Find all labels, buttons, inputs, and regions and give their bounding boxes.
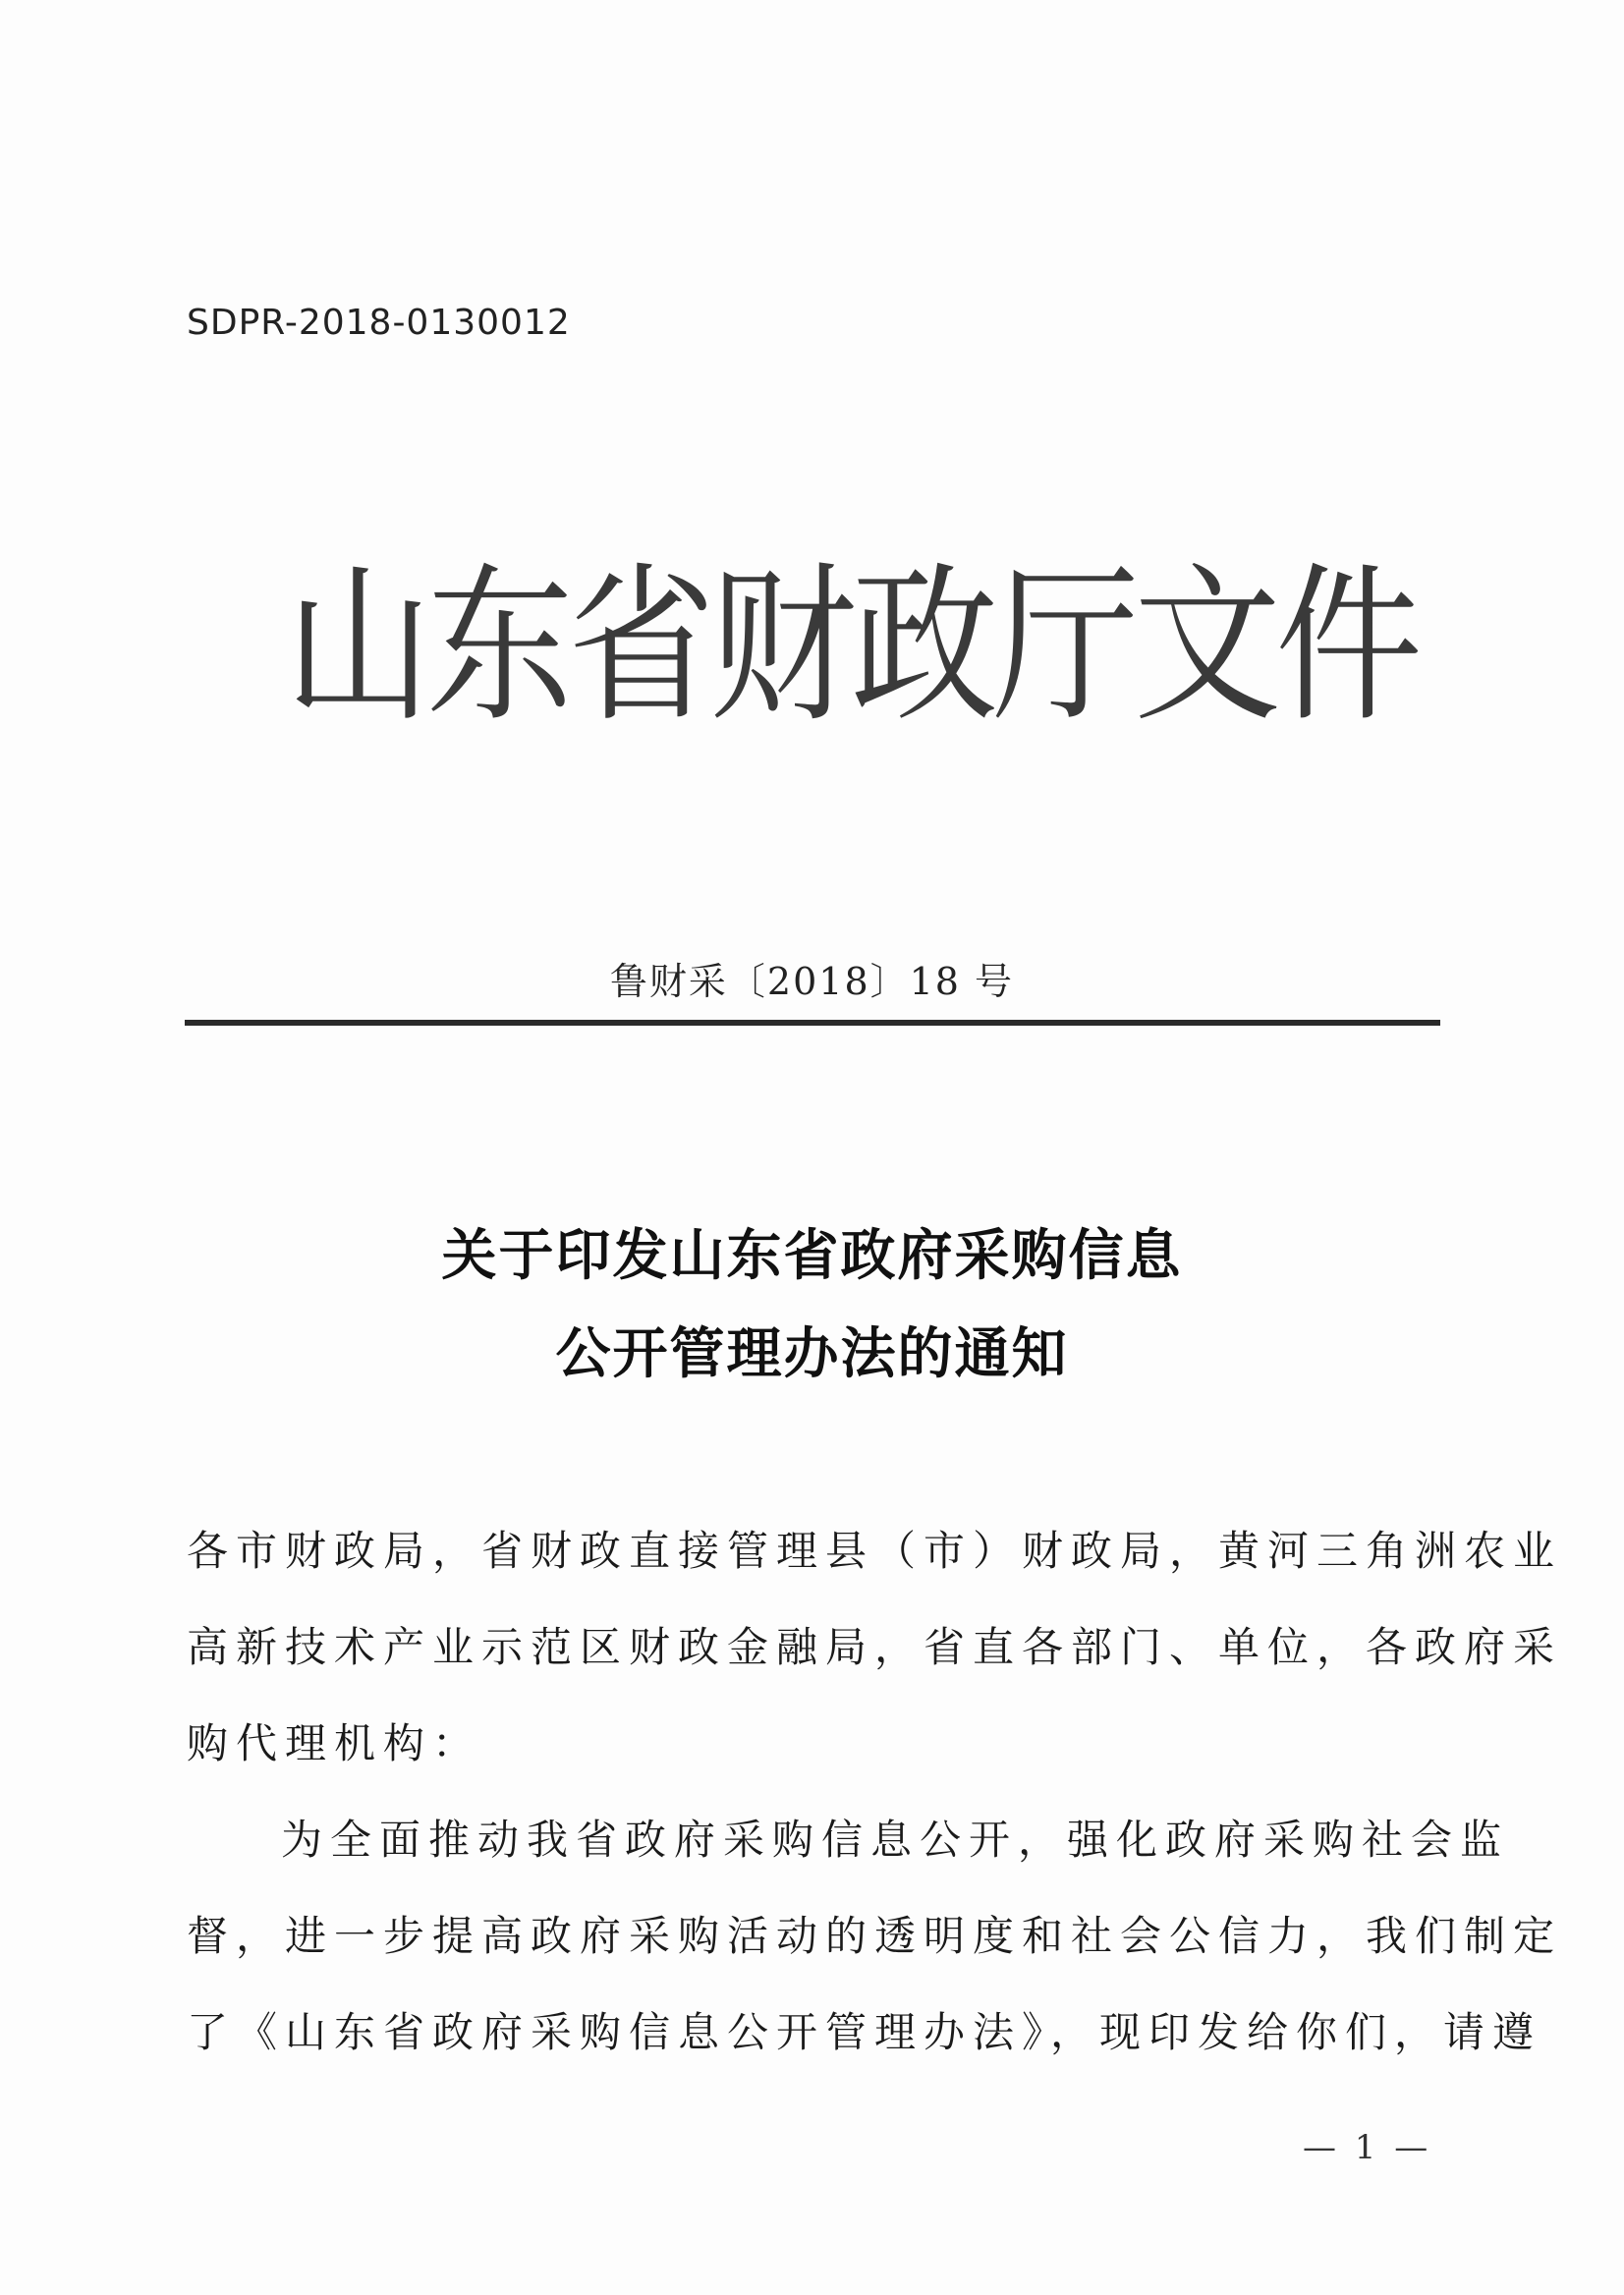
header-divider: [185, 1020, 1440, 1026]
masthead-title: 山东省财政厅文件: [285, 548, 1418, 746]
body-line: 为全面推动我省政府采购信息公开，强化政府采购社会监: [281, 1816, 1510, 1864]
document-number: 鲁财采〔2018〕18 号: [609, 960, 1015, 1003]
notice-title-line: 关于印发山东省政府采购信息: [441, 1223, 1183, 1288]
document-code: SDPR-2018-0130012: [187, 303, 571, 343]
body-line: 了《山东省政府采购信息公开管理办法》，现印发给你们，请遵: [187, 2008, 1542, 2056]
body-line: 各市财政局，省财政直接管理县（市）财政局，黄河三角洲农业: [187, 1527, 1563, 1575]
notice-title: [0, 1206, 1624, 1403]
body-line: 购代理机构：: [187, 1719, 482, 1767]
body-line: 高新技术产业示范区财政金融局，省直各部门、单位，各政府采: [187, 1623, 1563, 1671]
body-line: 督，进一步提高政府采购活动的透明度和社会公信力，我们制定: [187, 1912, 1563, 1960]
body-text: [187, 1503, 1563, 2081]
notice-title-line: 公开管理办法的通知: [555, 1321, 1069, 1386]
page-number: — 1 —: [1303, 2128, 1432, 2167]
